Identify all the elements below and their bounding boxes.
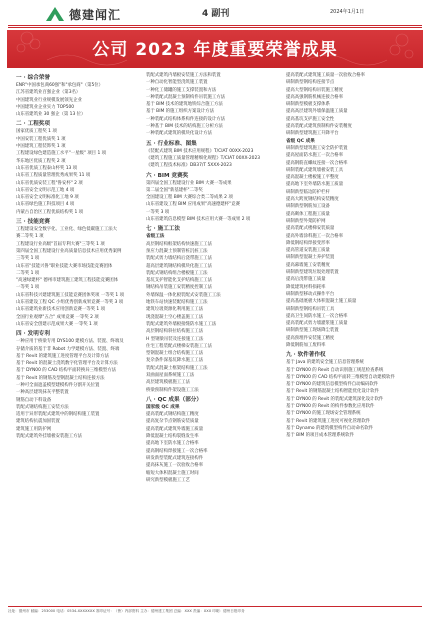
column-2	[146, 72, 276, 484]
list-item: 提高钢筋直螺纹连接一次合格率	[286, 160, 348, 166]
list-item: 全国建设工程 BIM 大赛综合类二等成果 2 项	[146, 195, 233, 201]
logo-text: 德建闻汇	[69, 7, 122, 22]
list-item: 提高基坑支护施工安全性	[286, 116, 335, 122]
list-item: 现浇混凝土空心楼盖施工工法	[146, 314, 204, 320]
column-3	[286, 72, 418, 440]
list-item: 高层建筑模板施工工法	[146, 380, 190, 386]
list-item: 预应力混凝土预制管桩沉桩工法	[146, 248, 208, 254]
issue-label: 4 副刊	[202, 9, 230, 19]
list-item: 山东省"技能兴鲁"职业技能大赛市场技能竞赛团体	[16, 263, 113, 269]
list-item: 建筑施工用防护网	[16, 426, 52, 432]
list-item: 研制新型外架防护网	[286, 218, 326, 224]
list-item: 内蒙古自治区工程优质结构奖 1 项	[16, 209, 84, 215]
list-item: 基于 Revit 的建筑施工进度管理平台及计算方法	[16, 353, 109, 359]
list-item: 研制新型钢结构连接节点	[286, 80, 335, 86]
list-item: 降低混凝土结构裂缝发生率	[146, 434, 199, 440]
list-item: 提高卫生间防水施工一次合格率	[286, 313, 348, 319]
section-heading: 四 · 发明专利	[16, 331, 50, 338]
list-item: 钢结构吊装施工安装精度控制工法	[146, 285, 212, 291]
list-item: 提高装配式楼梯安装质量	[286, 226, 335, 232]
list-item: 研制新型临边防护栏杆	[286, 189, 330, 195]
list-item: 山东省建筑业新技术应用创新竞赛一等奖 1 项	[16, 307, 106, 313]
list-item: 基于 Revit 的混凝土浇筑数字化管理平台及计算方法	[16, 361, 118, 367]
list-item: 基于 BIM 技术的建筑地铁综合施工方法	[146, 102, 223, 108]
list-item: 提高管道安装施工质量	[286, 248, 330, 254]
list-item: 江苏省建筑业百强企业（第3名）	[16, 90, 81, 96]
list-item: 高层钢结构斜拉结构施工工法	[146, 329, 204, 335]
list-item: 提高钢结构焊接施工一次合格率	[146, 448, 208, 454]
list-item: 基于 DYN00 的 CAD 结构平面转三维模型自动建模软件	[286, 374, 395, 380]
list-item: 提高装配式建筑外墙施工质量	[146, 426, 204, 432]
list-item: 研究新型模板施工工艺	[146, 477, 190, 483]
list-item: 山东省建设工程 BIM 应用成果"高速德建杯"竞赛	[146, 202, 240, 208]
section-heading: 七 · 施工工法	[146, 226, 180, 233]
list-item: 缩短大体积混凝土施工时间	[146, 470, 199, 476]
list-item: 工程建设绿色建造施工水平"一星级" 项目 1 项	[16, 151, 107, 157]
list-item: 研制新型模板支撑体系	[286, 102, 330, 108]
list-item: 提高混凝土楼板施工平整度	[286, 175, 339, 181]
list-item: 全国行业观摩"五合" 成果竞赛 一等奖 2 项	[16, 314, 99, 320]
section-heading: 二 · 工程奖项	[16, 121, 50, 128]
list-item: 超高层建筑钢结构模块化施工工法	[146, 263, 212, 269]
list-item: 山东省安全文明标准化工地 9 项	[16, 195, 79, 201]
list-item: 基于 Revit 的钢筋混凝土结构智能优化设计软件	[286, 389, 379, 395]
list-item: 提高大型钢结构吊装施工精度	[286, 87, 344, 93]
list-item: 第四届全国工程建设行业 BIM 大赛一等成果	[146, 180, 232, 186]
header-rule	[8, 25, 422, 26]
list-item: 复杂条件深基坑降水施工工法	[146, 358, 204, 364]
list-item: 第四届全国工程建设行业高质量信息技术应用优秀案例	[16, 248, 122, 254]
list-item: 提高外墙涂料施工一次合格率	[286, 233, 344, 239]
list-item: 一种装配式建筑的模块化设计方法	[146, 131, 212, 137]
list-item: 一等奖 1 项	[16, 285, 40, 291]
section-heading: 五 · 行业标准、图集	[146, 140, 197, 147]
list-item: 提高地下室防水施工合格率	[146, 441, 199, 447]
list-item: 山东省建设工程 QC 小组优秀创新成果竞赛一等奖 3 项	[16, 300, 124, 306]
list-item: 山东省科技兴建建筑施工技能竞赛团体奖项 一等奖 1 项	[16, 292, 124, 298]
sub-heading: 省级 QC 成果	[286, 138, 315, 144]
list-item: 基坑支护智能化支护结构施工工法	[146, 278, 212, 284]
list-item: 山东省优质工程泰山杯奖 13 项	[16, 165, 78, 171]
list-item: 中国建筑业行业规模发展领先企业	[16, 97, 82, 103]
list-item: 提高地下室外墙防水施工质量	[286, 182, 344, 188]
list-item: 第二届全国"新基建杯"二等奖	[146, 187, 203, 193]
logo-mark-icon	[44, 5, 66, 23]
footer-text: 社址：德州市 邮编：253000 电话：0534-XXXXXXX 准印证号：（鲁）内部资料 主办：德州建工集团 总编：XXX 责编：XXX 印刷：德州日报印务	[8, 609, 245, 613]
title-banner	[7, 30, 423, 68]
list-item: 外墙保温一体化板装配式安装施工工法	[146, 292, 221, 298]
list-item: 提高基础底板大体积混凝土施工质量	[286, 299, 357, 305]
sub-heading: 国家级 QC 成果	[146, 404, 180, 410]
list-item: 中国安装工程优质奖 1 项	[16, 136, 66, 142]
list-item: 研制新型移动式操作平台	[286, 291, 335, 297]
list-item: 提高装配式建筑预制构件安装精度	[286, 124, 352, 130]
list-item: 提高抹灰施工一次验收合格率	[146, 463, 204, 469]
list-item: 降低钢筋加工废料率	[286, 342, 326, 348]
list-item: 山东省建筑业 30 强企（第 13 位）	[16, 112, 86, 118]
list-item: 研制新型建筑垃圾处理装置	[286, 270, 339, 276]
list-item: 双曲面屋面系统施工工法	[146, 372, 195, 378]
list-item: 提高复杂节点钢筋安装质量	[146, 419, 199, 425]
list-item: 华东地区优质工程奖 2 项	[16, 158, 66, 164]
list-item: 提高幕墙施工安装精度	[286, 262, 330, 268]
list-item: 提高装配式建筑施工质量一次验收合格率	[286, 73, 366, 78]
list-item: 一种高层建筑抹灰平整装置	[16, 390, 69, 396]
list-item: 建筑结构抗震加固装置	[16, 419, 60, 425]
list-item: 地铁车站快速装配结构施工工法	[146, 300, 208, 306]
list-item: 一种化工储罐的施工支撑装置和方法	[146, 87, 217, 93]
list-item: 中国建筑业企业实力 TOP500	[16, 104, 75, 110]
list-item: 一种基于 BIM 技术的结构施工分析方法	[146, 124, 223, 130]
list-item: 型钢混凝土组合结构施工工法	[146, 351, 204, 357]
list-item: 基于 Java 的建筑安全施工信息管理系统	[286, 360, 364, 366]
list-item: 基于 DYN00 的 Revit 自动识别施工规范检查系统	[286, 367, 384, 373]
section-heading: 一 · 综合荣誉	[16, 75, 50, 81]
list-item: "高速绿建杯" 德州市建筑施工建筑工程技能竞赛团体	[16, 278, 119, 284]
list-item: 基于 Revit 的建筑施工进度可视化管理软件	[286, 418, 371, 424]
footer-rule	[8, 606, 422, 607]
list-item: 提高砌体工程施工质量	[286, 211, 330, 217]
list-item: 一种自动化智能型浇筑施工装置	[146, 80, 208, 86]
list-item: 山东省安全文明示范工地 4 项	[16, 187, 75, 193]
list-item: 《建筑工程施工质量管理精细化规程》T/CIAT 00XX-2023	[146, 155, 261, 161]
list-item: 基于 Revit 的钢筋及型钢混凝土结构连接方法	[16, 375, 105, 381]
list-item: 工程建设行业高级"首届专利大赛"三等奖 1 项	[16, 241, 105, 247]
list-item: 装配式建筑外墙板接缝防水施工工法	[146, 321, 217, 327]
list-item: 山东省绿色施工科技项目 4 项	[16, 202, 75, 208]
list-item: 山东省工程质量管理优秀成果奖 11 项	[16, 173, 91, 179]
list-item: 研制新型混凝土养护装置	[286, 255, 335, 261]
list-item: 住宅工程装配式楼梯安装施工工法	[146, 343, 212, 349]
list-item: 提高屋面防水施工一次合格率	[286, 153, 344, 159]
list-item: 研发新型装配式建筑连接构件	[146, 455, 204, 461]
list-item: 山东省建筑信息模型 BIM 技术应用大赛一等成果 2 项	[146, 217, 251, 223]
list-item: 山东省安全创建示范成果大赛 一等奖 1 项	[16, 321, 98, 327]
list-item: 存储介质的基于非 Robot 力学建模方法、装置、终端	[16, 346, 120, 352]
section-heading: 九 · 软件著作权	[286, 352, 326, 359]
list-item: 基于 DYN00 的 Revit 的构件参数化应用软件	[286, 404, 375, 410]
list-item: 赛二等奖 1 项	[16, 234, 44, 240]
list-item: 提高高层建筑外墙保温施工质量	[286, 109, 348, 115]
section-heading: 八 · QC 成果（部分）	[146, 396, 202, 403]
list-item: 一种装配式混凝土预制构件吊装施工方法	[146, 94, 226, 100]
sub-heading: 省级工法	[146, 234, 165, 240]
list-item: 基于 DYN00 的 Revit 的装配式建筑深化设计软件	[286, 396, 384, 402]
list-item: 基于 BIM 的项目成本管理系统软件	[286, 433, 354, 439]
list-item: 研制新型施工现场降尘装置	[286, 328, 339, 334]
list-item: 一种装配式结构体系构件连接的设计方法	[146, 116, 226, 122]
list-item: 装配式建筑内墙板安装施工方法和装置	[146, 73, 221, 78]
list-item: 二等奖 1 项	[16, 270, 40, 276]
list-item: 装配式钢结构施工安装方法	[16, 404, 69, 410]
list-item: 基于 DYN00 的 CAD 结构平面转换异三维模型方法	[16, 368, 116, 374]
list-item: 《建筑工程技术标准》DB37/T 5XXX-2023	[146, 163, 232, 169]
section-heading: 六 · BIM 竞赛奖	[146, 172, 189, 179]
company-logo	[44, 5, 121, 23]
list-item: 提高高强钢筋机械连接合格率	[286, 94, 344, 100]
list-item: 研制新型建筑施工安全防护装置	[286, 145, 348, 151]
section-heading: 三 · 技能竞赛	[16, 219, 50, 226]
list-item: 一种应用于桥梁专用 DYS100 建模方法、装置、终端及	[16, 339, 124, 345]
page-title: 公司 2023 年度重要荣誉成果	[92, 40, 338, 60]
list-item: 一种可全面遮盖模型建模构件分割开关位置	[16, 382, 100, 388]
list-item: 《装配式建筑 BIM 技术应用规程》T/CIAT 00XX-2023	[146, 148, 254, 154]
list-item: 工程建设安全数字化、工业化、绿色低碳施工工法大	[16, 227, 117, 233]
list-item: 一等奖 3 项	[146, 209, 170, 215]
list-item: 三等奖 1 项	[16, 256, 40, 262]
list-item: 研制新型建筑施工升降平台	[286, 131, 339, 137]
list-item: 装配式混凝土框架结构施工工法	[146, 365, 208, 371]
list-item: 国家优质工程奖 1 项	[16, 129, 57, 135]
list-item: 适用于异形装配式建筑中的钢结构施工装置	[16, 412, 100, 418]
list-item: 研制装配式建筑墙板安装工具	[286, 167, 344, 173]
list-item: 装配式钢结构组合楼板施工工法	[146, 270, 208, 276]
list-item: 研制新型钢结构吊装工具	[286, 306, 335, 312]
list-item: 装配式剪力墙结构后浇带施工工法	[146, 256, 212, 262]
column-1	[16, 72, 142, 440]
list-item: 钢筋自动下料设备	[16, 397, 52, 403]
list-item: 中国建筑工程装饰奖 1 项	[16, 144, 66, 150]
list-item: 基于 BIM 的施工组织方案设计方法	[146, 109, 214, 115]
list-item: 高层钢结构框架结构快速施工工法	[146, 241, 212, 247]
list-item: 提高装配式剪力墙灌浆施工质量	[286, 321, 348, 327]
list-item: 基于 DYN00 的建筑信息模型构件自动编码软件	[286, 382, 379, 388]
page-header	[0, 0, 430, 26]
list-item: 基于 DYN00 的施工现场安全管理系统	[286, 411, 361, 417]
list-item: 研制新型钢筋加工设备	[286, 204, 330, 210]
header-rule-thin	[8, 27, 422, 28]
list-item: 装配式建筑外挂墙板安装施工方法	[16, 434, 82, 440]
list-item: 基于 Dynamo 的建筑模型构件自动命名软件	[286, 425, 374, 431]
list-item: 降低建筑材料损耗率	[286, 284, 326, 290]
list-item: 降低钢结构焊接变形率	[286, 240, 330, 246]
issue-date: 2024年1月1日	[330, 9, 365, 15]
list-item: 建筑垃圾资源化利用施工工法	[146, 307, 204, 313]
list-item: 提高预埋件安装施工精度	[286, 335, 335, 341]
list-item: 提高大跨度钢结构安装精度	[286, 197, 339, 203]
list-item: ENR"中国承包商60强"和"承包商"（第5位）	[16, 83, 104, 88]
list-item: 桥梁预制构件架设施工工法	[146, 387, 199, 393]
list-item: 提高后浇带施工质量	[286, 277, 326, 283]
list-item: 提高装配式钢结构施工精度	[146, 412, 199, 418]
list-item: H 型钢梁吊装及连接施工工法	[146, 336, 204, 342]
list-item: 山东省优质安装工程"鲁安杯" 2 项	[16, 180, 83, 186]
